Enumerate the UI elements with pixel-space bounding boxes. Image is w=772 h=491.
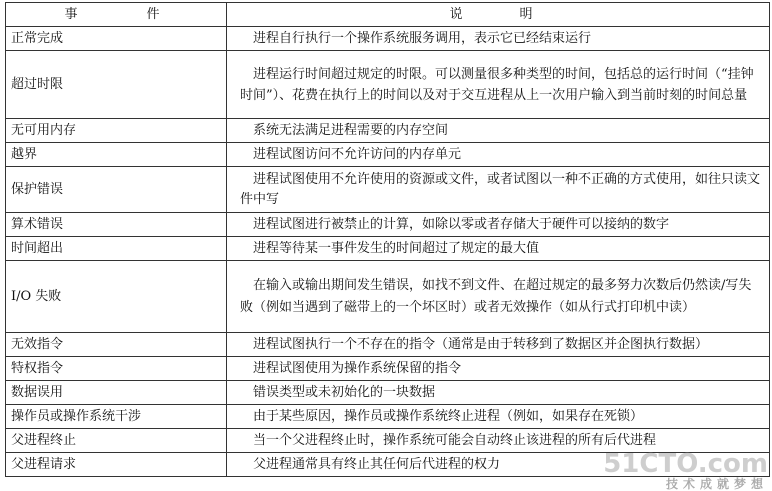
event-cell: I/O 失败 — [6, 261, 227, 333]
table-row — [6, 27, 770, 51]
event-cell: 超过时限 — [6, 51, 227, 119]
description-cell: 进程自行执行一个操作系统服务调用，表示它已经结束运行 — [227, 27, 770, 51]
watermark-slogan: 技术成就梦想 — [665, 477, 768, 491]
description-cell: 父进程通常具有终止其任何后代进程的权力 — [227, 453, 770, 477]
table-row — [6, 357, 770, 381]
description-cell: 进程试图访问不允许访问的内存单元 — [227, 143, 770, 167]
table-row — [6, 51, 770, 119]
description-cell: 进程试图使用不允许使用的资源或文件，或者试图以一种不正确的方式使用，如往只读文件中写 — [227, 167, 770, 213]
event-cell: 时间超出 — [6, 237, 227, 261]
event-cell: 特权指令 — [6, 357, 227, 381]
header-description: 说 明 — [227, 3, 770, 27]
description-cell: 进程试图执行一个不存在的指令（通常是由于转移到了数据区并企图执行数据） — [227, 333, 770, 357]
event-cell: 算术错误 — [6, 213, 227, 237]
table-row — [6, 167, 770, 213]
event-cell: 正常完成 — [6, 27, 227, 51]
table-row — [6, 119, 770, 143]
event-cell: 越界 — [6, 143, 227, 167]
event-cell: 无效指令 — [6, 333, 227, 357]
event-cell: 保护错误 — [6, 167, 227, 213]
table-row — [6, 333, 770, 357]
event-cell: 父进程终止 — [6, 429, 227, 453]
table-row — [6, 261, 770, 333]
description-cell: 错误类型或未初始化的一块数据 — [227, 381, 770, 405]
event-cell: 无可用内存 — [6, 119, 227, 143]
event-cell: 操作员或操作系统干涉 — [6, 405, 227, 429]
table-row — [6, 429, 770, 453]
table-row — [6, 143, 770, 167]
table-header-row — [6, 3, 770, 27]
table-row — [6, 381, 770, 405]
table-row — [6, 453, 770, 477]
description-cell: 进程试图进行被禁止的计算，如除以零或者存储大于硬件可以接纳的数字 — [227, 213, 770, 237]
description-cell: 进程等待某一事件发生的时间超过了规定的最大值 — [227, 237, 770, 261]
table-row — [6, 213, 770, 237]
event-cell: 父进程请求 — [6, 453, 227, 477]
description-cell: 进程试图使用为操作系统保留的指令 — [227, 357, 770, 381]
watermark-logo: 51CTO.com — [603, 449, 768, 479]
description-cell: 当一个父进程终止时，操作系统可能会自动终止该进程的所有后代进程 — [227, 429, 770, 453]
event-cell: 数据误用 — [6, 381, 227, 405]
table-row — [6, 237, 770, 261]
description-cell: 系统无法满足进程需要的内存空间 — [227, 119, 770, 143]
table-row — [6, 405, 770, 429]
description-cell: 由于某些原因，操作员或操作系统终止进程（例如，如果存在死锁） — [227, 405, 770, 429]
header-event: 事 件 — [6, 3, 227, 27]
process-termination-table — [5, 2, 770, 477]
description-cell: 在输入或输出期间发生错误，如找不到文件、在超过规定的最多努力次数后仍然读/写失败（例如当遇到了磁带上的一个坏区时）或者无效操作（如从行式打印机中读） — [227, 261, 770, 333]
description-cell: 进程运行时间超过规定的时限。可以测量很多种类型的时间，包括总的运行时间（“挂钟时间”）、花费在执行上的时间以及对于交互进程从上一次用户输入到当前时刻的时间总量 — [227, 51, 770, 119]
